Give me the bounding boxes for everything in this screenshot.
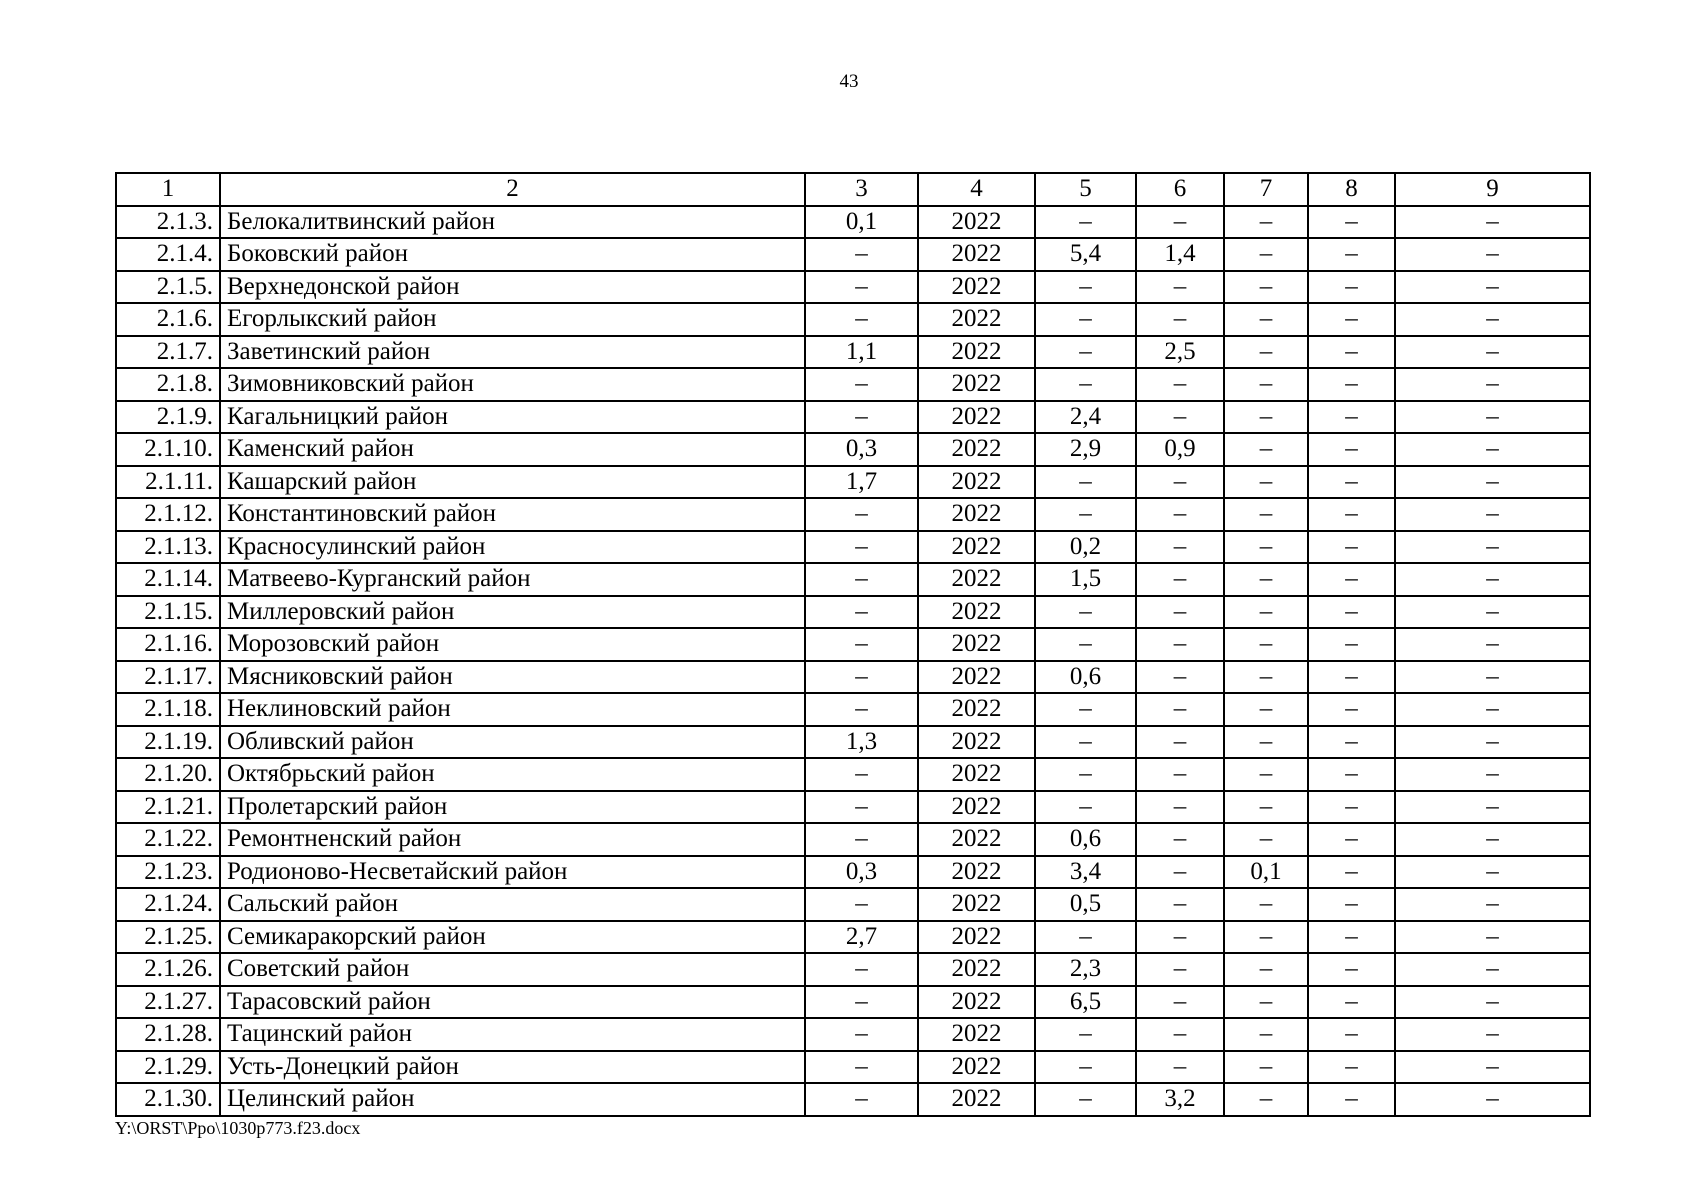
- col-5-cell: –: [1035, 596, 1136, 629]
- table-row: [116, 596, 1590, 629]
- col-6-cell: –: [1136, 693, 1224, 726]
- col-8-cell: –: [1308, 401, 1395, 434]
- col-6-cell: –: [1136, 303, 1224, 336]
- col-6-cell: –: [1136, 953, 1224, 986]
- row-number-cell: 2.1.18.: [116, 693, 220, 726]
- table-row: [116, 401, 1590, 434]
- row-number-cell: 2.1.22.: [116, 823, 220, 856]
- header-cell-1: 1: [116, 173, 220, 206]
- col-8-cell: –: [1308, 303, 1395, 336]
- district-name-cell: Константиновский район: [220, 498, 805, 531]
- col-8-cell: –: [1308, 791, 1395, 824]
- col-9-cell: –: [1395, 271, 1590, 304]
- table-row: [116, 1018, 1590, 1051]
- col-9-cell: –: [1395, 531, 1590, 564]
- district-name-cell: Миллеровский район: [220, 596, 805, 629]
- col-3-cell: 2,7: [805, 921, 918, 954]
- col-6-cell: –: [1136, 531, 1224, 564]
- table-row: [116, 206, 1590, 239]
- row-number-cell: 2.1.14.: [116, 563, 220, 596]
- district-name-cell: Красносулинский район: [220, 531, 805, 564]
- col-9-cell: –: [1395, 823, 1590, 856]
- col-3-cell: –: [805, 368, 918, 401]
- district-name-cell: Заветинский район: [220, 336, 805, 369]
- col-5-cell: –: [1035, 921, 1136, 954]
- table-row: [116, 888, 1590, 921]
- col-7-cell: –: [1224, 726, 1308, 759]
- table-row: [116, 986, 1590, 1019]
- col-9-cell: –: [1395, 498, 1590, 531]
- table-row: [116, 271, 1590, 304]
- col-7-cell: –: [1224, 791, 1308, 824]
- col-5-cell: –: [1035, 628, 1136, 661]
- col-6-cell: –: [1136, 921, 1224, 954]
- col-7-cell: –: [1224, 921, 1308, 954]
- year-cell: 2022: [918, 433, 1035, 466]
- col-5-cell: 2,4: [1035, 401, 1136, 434]
- col-8-cell: –: [1308, 1051, 1395, 1084]
- col-6-cell: –: [1136, 986, 1224, 1019]
- col-5-cell: –: [1035, 1018, 1136, 1051]
- district-name-cell: Пролетарский район: [220, 791, 805, 824]
- col-5-cell: 0,6: [1035, 823, 1136, 856]
- col-6-cell: 2,5: [1136, 336, 1224, 369]
- district-name-cell: Егорлыкский район: [220, 303, 805, 336]
- col-3-cell: 0,1: [805, 206, 918, 239]
- col-3-cell: –: [805, 1083, 918, 1116]
- col-6-cell: –: [1136, 368, 1224, 401]
- col-6-cell: –: [1136, 726, 1224, 759]
- col-7-cell: –: [1224, 661, 1308, 694]
- table-row: [116, 336, 1590, 369]
- col-6-cell: –: [1136, 856, 1224, 889]
- year-cell: 2022: [918, 271, 1035, 304]
- col-3-cell: –: [805, 238, 918, 271]
- table-row: [116, 531, 1590, 564]
- col-9-cell: –: [1395, 628, 1590, 661]
- district-name-cell: Семикаракорский район: [220, 921, 805, 954]
- col-8-cell: –: [1308, 336, 1395, 369]
- col-5-cell: –: [1035, 271, 1136, 304]
- table-row: [116, 693, 1590, 726]
- col-6-cell: –: [1136, 596, 1224, 629]
- col-6-cell: –: [1136, 661, 1224, 694]
- table-row: [116, 823, 1590, 856]
- col-6-cell: –: [1136, 271, 1224, 304]
- col-5-cell: 0,5: [1035, 888, 1136, 921]
- col-3-cell: –: [805, 271, 918, 304]
- year-cell: 2022: [918, 401, 1035, 434]
- table-row: [116, 1051, 1590, 1084]
- year-cell: 2022: [918, 986, 1035, 1019]
- col-9-cell: –: [1395, 1018, 1590, 1051]
- year-cell: 2022: [918, 856, 1035, 889]
- col-8-cell: –: [1308, 888, 1395, 921]
- col-8-cell: –: [1308, 563, 1395, 596]
- district-name-cell: Кашарский район: [220, 466, 805, 499]
- table-row: [116, 953, 1590, 986]
- col-7-cell: –: [1224, 1051, 1308, 1084]
- col-7-cell: –: [1224, 596, 1308, 629]
- year-cell: 2022: [918, 628, 1035, 661]
- year-cell: 2022: [918, 531, 1035, 564]
- col-6-cell: –: [1136, 758, 1224, 791]
- col-5-cell: –: [1035, 791, 1136, 824]
- col-3-cell: –: [805, 823, 918, 856]
- col-7-cell: –: [1224, 433, 1308, 466]
- col-6-cell: –: [1136, 466, 1224, 499]
- row-number-cell: 2.1.20.: [116, 758, 220, 791]
- col-7-cell: –: [1224, 888, 1308, 921]
- year-cell: 2022: [918, 726, 1035, 759]
- col-8-cell: –: [1308, 1018, 1395, 1051]
- col-9-cell: –: [1395, 1083, 1590, 1116]
- year-cell: 2022: [918, 498, 1035, 531]
- col-8-cell: –: [1308, 238, 1395, 271]
- year-cell: 2022: [918, 1018, 1035, 1051]
- table-row: [116, 628, 1590, 661]
- row-number-cell: 2.1.27.: [116, 986, 220, 1019]
- district-name-cell: Каменский район: [220, 433, 805, 466]
- col-7-cell: –: [1224, 1018, 1308, 1051]
- col-5-cell: –: [1035, 303, 1136, 336]
- header-cell-2: 2: [220, 173, 805, 206]
- col-9-cell: –: [1395, 661, 1590, 694]
- header-row: [116, 173, 1590, 206]
- row-number-cell: 2.1.30.: [116, 1083, 220, 1116]
- col-8-cell: –: [1308, 628, 1395, 661]
- year-cell: 2022: [918, 953, 1035, 986]
- col-6-cell: –: [1136, 1051, 1224, 1084]
- col-3-cell: –: [805, 661, 918, 694]
- col-9-cell: –: [1395, 206, 1590, 239]
- header-cell-6: 6: [1136, 173, 1224, 206]
- col-7-cell: –: [1224, 336, 1308, 369]
- row-number-cell: 2.1.4.: [116, 238, 220, 271]
- col-9-cell: –: [1395, 921, 1590, 954]
- col-5-cell: 2,9: [1035, 433, 1136, 466]
- year-cell: 2022: [918, 791, 1035, 824]
- col-7-cell: –: [1224, 758, 1308, 791]
- col-9-cell: –: [1395, 466, 1590, 499]
- col-8-cell: –: [1308, 433, 1395, 466]
- col-9-cell: –: [1395, 888, 1590, 921]
- row-number-cell: 2.1.6.: [116, 303, 220, 336]
- district-name-cell: Белокалитвинский район: [220, 206, 805, 239]
- header-cell-7: 7: [1224, 173, 1308, 206]
- col-6-cell: –: [1136, 498, 1224, 531]
- table-row: [116, 466, 1590, 499]
- col-8-cell: –: [1308, 1083, 1395, 1116]
- year-cell: 2022: [918, 303, 1035, 336]
- col-5-cell: 3,4: [1035, 856, 1136, 889]
- table-row: [116, 433, 1590, 466]
- row-number-cell: 2.1.28.: [116, 1018, 220, 1051]
- col-8-cell: –: [1308, 368, 1395, 401]
- col-3-cell: –: [805, 1018, 918, 1051]
- col-3-cell: –: [805, 888, 918, 921]
- col-8-cell: –: [1308, 856, 1395, 889]
- col-6-cell: –: [1136, 888, 1224, 921]
- district-name-cell: Матвеево-Курганский район: [220, 563, 805, 596]
- year-cell: 2022: [918, 921, 1035, 954]
- data-table: [115, 172, 1591, 1117]
- district-name-cell: Кагальницкий район: [220, 401, 805, 434]
- district-name-cell: Зимовниковский район: [220, 368, 805, 401]
- col-8-cell: –: [1308, 271, 1395, 304]
- year-cell: 2022: [918, 563, 1035, 596]
- col-7-cell: –: [1224, 563, 1308, 596]
- row-number-cell: 2.1.5.: [116, 271, 220, 304]
- col-7-cell: –: [1224, 466, 1308, 499]
- col-7-cell: –: [1224, 823, 1308, 856]
- col-6-cell: 3,2: [1136, 1083, 1224, 1116]
- table-row: [116, 726, 1590, 759]
- col-7-cell: –: [1224, 368, 1308, 401]
- header-cell-3: 3: [805, 173, 918, 206]
- col-7-cell: 0,1: [1224, 856, 1308, 889]
- col-5-cell: 1,5: [1035, 563, 1136, 596]
- row-number-cell: 2.1.29.: [116, 1051, 220, 1084]
- table-row: [116, 661, 1590, 694]
- row-number-cell: 2.1.8.: [116, 368, 220, 401]
- col-9-cell: –: [1395, 303, 1590, 336]
- header-cell-5: 5: [1035, 173, 1136, 206]
- col-8-cell: –: [1308, 661, 1395, 694]
- district-name-cell: Боковский район: [220, 238, 805, 271]
- district-name-cell: Октябрьский район: [220, 758, 805, 791]
- year-cell: 2022: [918, 336, 1035, 369]
- col-3-cell: –: [805, 498, 918, 531]
- row-number-cell: 2.1.23.: [116, 856, 220, 889]
- col-9-cell: –: [1395, 596, 1590, 629]
- header-cell-9: 9: [1395, 173, 1590, 206]
- col-3-cell: –: [805, 1051, 918, 1084]
- row-number-cell: 2.1.21.: [116, 791, 220, 824]
- col-9-cell: –: [1395, 563, 1590, 596]
- year-cell: 2022: [918, 1083, 1035, 1116]
- col-7-cell: –: [1224, 303, 1308, 336]
- col-3-cell: 1,1: [805, 336, 918, 369]
- row-number-cell: 2.1.24.: [116, 888, 220, 921]
- col-3-cell: –: [805, 758, 918, 791]
- district-name-cell: Ремонтненский район: [220, 823, 805, 856]
- col-6-cell: –: [1136, 563, 1224, 596]
- district-name-cell: Тацинский район: [220, 1018, 805, 1051]
- row-number-cell: 2.1.3.: [116, 206, 220, 239]
- table-row: [116, 303, 1590, 336]
- row-number-cell: 2.1.10.: [116, 433, 220, 466]
- col-3-cell: –: [805, 401, 918, 434]
- col-6-cell: –: [1136, 628, 1224, 661]
- year-cell: 2022: [918, 596, 1035, 629]
- col-7-cell: –: [1224, 693, 1308, 726]
- col-9-cell: –: [1395, 856, 1590, 889]
- col-6-cell: –: [1136, 791, 1224, 824]
- col-5-cell: –: [1035, 466, 1136, 499]
- district-name-cell: Целинский район: [220, 1083, 805, 1116]
- row-number-cell: 2.1.25.: [116, 921, 220, 954]
- table-header: [116, 173, 1590, 206]
- col-5-cell: 5,4: [1035, 238, 1136, 271]
- year-cell: 2022: [918, 238, 1035, 271]
- row-number-cell: 2.1.17.: [116, 661, 220, 694]
- row-number-cell: 2.1.12.: [116, 498, 220, 531]
- col-7-cell: –: [1224, 401, 1308, 434]
- col-3-cell: –: [805, 303, 918, 336]
- col-9-cell: –: [1395, 401, 1590, 434]
- col-9-cell: –: [1395, 986, 1590, 1019]
- col-8-cell: –: [1308, 953, 1395, 986]
- year-cell: 2022: [918, 368, 1035, 401]
- col-6-cell: 1,4: [1136, 238, 1224, 271]
- district-name-cell: Родионово-Несветайский район: [220, 856, 805, 889]
- year-cell: 2022: [918, 661, 1035, 694]
- district-name-cell: Обливский район: [220, 726, 805, 759]
- col-3-cell: 1,3: [805, 726, 918, 759]
- year-cell: 2022: [918, 758, 1035, 791]
- col-7-cell: –: [1224, 953, 1308, 986]
- col-3-cell: 1,7: [805, 466, 918, 499]
- col-8-cell: –: [1308, 206, 1395, 239]
- district-name-cell: Советский район: [220, 953, 805, 986]
- row-number-cell: 2.1.19.: [116, 726, 220, 759]
- col-5-cell: –: [1035, 693, 1136, 726]
- col-3-cell: –: [805, 563, 918, 596]
- col-8-cell: –: [1308, 693, 1395, 726]
- table-body: [116, 206, 1590, 1116]
- col-5-cell: –: [1035, 368, 1136, 401]
- col-7-cell: –: [1224, 498, 1308, 531]
- row-number-cell: 2.1.16.: [116, 628, 220, 661]
- year-cell: 2022: [918, 206, 1035, 239]
- col-9-cell: –: [1395, 953, 1590, 986]
- col-5-cell: 0,2: [1035, 531, 1136, 564]
- col-5-cell: 2,3: [1035, 953, 1136, 986]
- table-row: [116, 563, 1590, 596]
- col-8-cell: –: [1308, 823, 1395, 856]
- col-9-cell: –: [1395, 1051, 1590, 1084]
- col-5-cell: –: [1035, 726, 1136, 759]
- row-number-cell: 2.1.26.: [116, 953, 220, 986]
- col-9-cell: –: [1395, 758, 1590, 791]
- col-6-cell: –: [1136, 206, 1224, 239]
- col-7-cell: –: [1224, 628, 1308, 661]
- district-name-cell: Сальский район: [220, 888, 805, 921]
- year-cell: 2022: [918, 466, 1035, 499]
- row-number-cell: 2.1.11.: [116, 466, 220, 499]
- col-7-cell: –: [1224, 206, 1308, 239]
- col-5-cell: –: [1035, 498, 1136, 531]
- row-number-cell: 2.1.7.: [116, 336, 220, 369]
- col-9-cell: –: [1395, 433, 1590, 466]
- col-3-cell: –: [805, 531, 918, 564]
- col-8-cell: –: [1308, 758, 1395, 791]
- col-8-cell: –: [1308, 466, 1395, 499]
- table-row: [116, 368, 1590, 401]
- district-name-cell: Морозовский район: [220, 628, 805, 661]
- col-3-cell: –: [805, 986, 918, 1019]
- col-7-cell: –: [1224, 271, 1308, 304]
- col-7-cell: –: [1224, 238, 1308, 271]
- col-9-cell: –: [1395, 238, 1590, 271]
- year-cell: 2022: [918, 888, 1035, 921]
- col-9-cell: –: [1395, 336, 1590, 369]
- col-8-cell: –: [1308, 498, 1395, 531]
- col-5-cell: –: [1035, 206, 1136, 239]
- col-6-cell: –: [1136, 1018, 1224, 1051]
- header-cell-4: 4: [918, 173, 1035, 206]
- district-name-cell: Тарасовский район: [220, 986, 805, 1019]
- col-5-cell: 6,5: [1035, 986, 1136, 1019]
- col-9-cell: –: [1395, 693, 1590, 726]
- table-row: [116, 238, 1590, 271]
- col-3-cell: –: [805, 791, 918, 824]
- table-row: [116, 758, 1590, 791]
- col-5-cell: –: [1035, 1083, 1136, 1116]
- col-8-cell: –: [1308, 726, 1395, 759]
- col-7-cell: –: [1224, 531, 1308, 564]
- col-7-cell: –: [1224, 986, 1308, 1019]
- col-9-cell: –: [1395, 368, 1590, 401]
- col-5-cell: –: [1035, 758, 1136, 791]
- col-3-cell: –: [805, 953, 918, 986]
- table-row: [116, 1083, 1590, 1116]
- table-row: [116, 791, 1590, 824]
- year-cell: 2022: [918, 1051, 1035, 1084]
- col-8-cell: –: [1308, 531, 1395, 564]
- district-name-cell: Неклиновский район: [220, 693, 805, 726]
- col-8-cell: –: [1308, 986, 1395, 1019]
- year-cell: 2022: [918, 823, 1035, 856]
- footer-file-path: Y:\ORST\Ppo\1030p773.f23.docx: [115, 1118, 361, 1138]
- col-9-cell: –: [1395, 726, 1590, 759]
- row-number-cell: 2.1.13.: [116, 531, 220, 564]
- col-8-cell: –: [1308, 596, 1395, 629]
- col-5-cell: –: [1035, 1051, 1136, 1084]
- col-7-cell: –: [1224, 1083, 1308, 1116]
- district-name-cell: Усть-Донецкий район: [220, 1051, 805, 1084]
- col-3-cell: –: [805, 596, 918, 629]
- col-3-cell: –: [805, 693, 918, 726]
- header-cell-8: 8: [1308, 173, 1395, 206]
- table-row: [116, 498, 1590, 531]
- col-8-cell: –: [1308, 921, 1395, 954]
- col-6-cell: –: [1136, 401, 1224, 434]
- col-9-cell: –: [1395, 791, 1590, 824]
- col-5-cell: –: [1035, 336, 1136, 369]
- district-name-cell: Верхнедонской район: [220, 271, 805, 304]
- district-name-cell: Мясниковский район: [220, 661, 805, 694]
- col-5-cell: 0,6: [1035, 661, 1136, 694]
- page-number: 43: [839, 71, 859, 92]
- year-cell: 2022: [918, 693, 1035, 726]
- row-number-cell: 2.1.9.: [116, 401, 220, 434]
- col-3-cell: 0,3: [805, 433, 918, 466]
- table-row: [116, 856, 1590, 889]
- col-3-cell: 0,3: [805, 856, 918, 889]
- row-number-cell: 2.1.15.: [116, 596, 220, 629]
- table-row: [116, 921, 1590, 954]
- col-6-cell: 0,9: [1136, 433, 1224, 466]
- col-3-cell: –: [805, 628, 918, 661]
- col-6-cell: –: [1136, 823, 1224, 856]
